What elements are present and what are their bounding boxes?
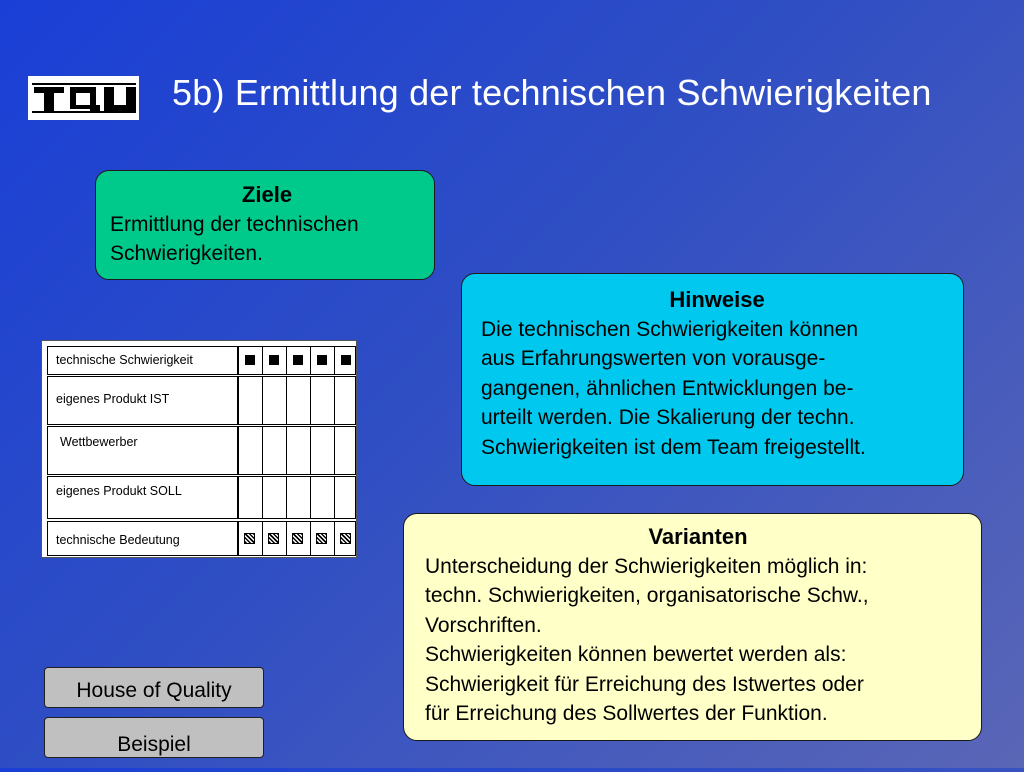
ziele-box: [95, 170, 435, 280]
matrix-row-own-product-ist: [47, 376, 356, 425]
tqu-logo: [28, 76, 139, 120]
varianten-heading: Varianten: [648, 524, 748, 549]
difficulty-marker: [317, 355, 327, 365]
hinweise-heading: Hinweise: [669, 287, 765, 312]
hinweise-box: [461, 273, 964, 486]
varianten-text: Unterscheidung der Schwierigkeiten möglich in: techn. Schwierigkeiten, organisatorische Schw., Vorschriften. Schwierigkeiten können bewertet werden als: Schwierigkeit für Erreichung des Istwertes oder für Erreichung des Sollwertes der Funktion.: [425, 554, 869, 725]
difficulty-marker: [269, 355, 279, 365]
matrix-row-own-product-soll: [47, 476, 356, 519]
importance-marker: [316, 533, 327, 544]
page-title: 5b) Ermittlung der technischen Schwierigkeiten: [172, 72, 932, 113]
importance-marker: [292, 533, 303, 544]
ziele-heading: Ziele: [241, 182, 293, 207]
difficulty-marker: [245, 355, 255, 365]
difficulty-marker: [341, 355, 351, 365]
hoq-difficulty-matrix: [41, 340, 357, 558]
matrix-row-label: eigenes Produkt IST: [56, 392, 170, 406]
difficulty-marker: [293, 355, 303, 365]
importance-marker: [244, 533, 255, 544]
matrix-row-label: technische Schwierigkeit: [56, 353, 193, 367]
varianten-box: [403, 513, 982, 741]
hinweise-text: Die technischen Schwierigkeiten können aus Erfahrungswerten von vorausge- gangenen, ähnlichen Entwicklungen be- urteilt werden. Die Skalierung der techn. Schwierigkeiten ist dem Team freigestellt.: [481, 317, 866, 459]
house-of-quality-button[interactable]: House of Quality: [44, 667, 264, 708]
matrix-row-importance: [47, 521, 356, 556]
matrix-row-label: technische Bedeutung: [56, 533, 180, 547]
matrix-row-difficulty: [47, 346, 356, 375]
ziele-text: Ermittlung der technischen Schwierigkeiten.: [110, 212, 359, 265]
tqu-logo-graphic: [32, 81, 136, 115]
beispiel-button[interactable]: Beispiel: [44, 717, 264, 758]
matrix-row-label: eigenes Produkt SOLL: [56, 484, 182, 498]
matrix-row-competitor: [47, 426, 356, 475]
matrix-row-label: Wettbewerber: [60, 435, 138, 449]
importance-marker: [340, 533, 351, 544]
importance-marker: [268, 533, 279, 544]
